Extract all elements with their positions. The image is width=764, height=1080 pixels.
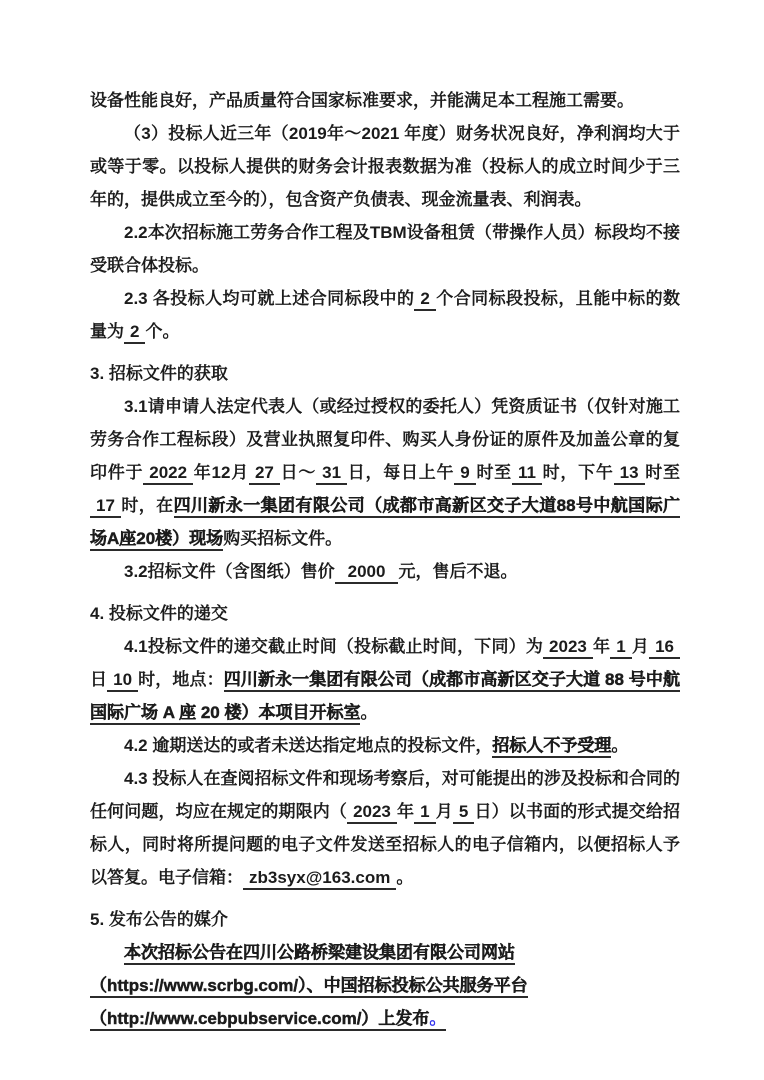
text-run: 时，地点： — [138, 670, 224, 689]
para-2-2-no-consortium — [90, 216, 680, 282]
underlined-text: 31 — [316, 463, 347, 485]
text-run: 日 — [90, 670, 108, 689]
text-run: 月 — [435, 802, 453, 821]
email-link[interactable]: zb3syx@163.com — [243, 868, 396, 890]
underlined-text: 2 — [414, 289, 435, 311]
text-run: 时，下午 — [541, 463, 614, 482]
underlined-text: ）、中国招标投标公共服务平台 — [298, 976, 528, 998]
para-4-3-questions-email — [90, 762, 680, 894]
text-run: 2.2本次招标施工劳务合作工程及TBM设备租赁（带操作人员）标段均不接受联合体投标。 — [90, 223, 680, 275]
para-2-3-section-count — [90, 282, 680, 348]
blue-period: 。 — [429, 1009, 446, 1031]
underlined-text: 2022 — [143, 463, 193, 485]
para-4-1-deadline-location — [90, 630, 680, 729]
heading-4-bid-submission — [90, 597, 680, 630]
underlined-text: 9 — [454, 463, 475, 485]
para-4-2-late-rejection — [90, 729, 680, 762]
underlined-text: 2000 — [335, 562, 399, 584]
text-run: 4.3 投标人在查阅招标文件和现场考察后，对可能提出的涉及投标和合同的任何问题，均应在规定的期限内（ — [90, 769, 680, 821]
underlined-text: 1 — [610, 637, 631, 659]
para-equipment-quality — [90, 84, 680, 117]
text-run: 4.2 逾期送达的或者未送达指定地点的投标文件， — [124, 736, 493, 755]
para-3-1-purchase-details — [90, 390, 680, 555]
heading-3-obtain-documents — [90, 357, 680, 390]
text-run: 日 — [474, 802, 492, 821]
heading-5-announcement-media — [90, 903, 680, 936]
text-run: 。 — [360, 703, 378, 722]
para-5-media-line3 — [90, 1002, 680, 1035]
text-run: 个。 — [145, 322, 180, 341]
underlined-text: ）上发布 — [361, 1009, 429, 1031]
text-run: 3.1请申请人法定代表人（或经过授权的委托人）凭资质证书（仅针对施工劳务合作工程标段）及营业执照复印件、购买人身份证的原件及加盖公章的复印件于 — [90, 397, 680, 482]
underlined-text: 10 — [107, 670, 138, 692]
underlined-text: 招标人不予受理 — [492, 736, 611, 758]
underlined-text: 2023 — [543, 637, 593, 659]
text-run: 时至 — [475, 463, 512, 482]
underlined-text: 13 — [614, 463, 645, 485]
para-item-3-financial — [90, 117, 680, 216]
text-run: ）以书面的形式提交给招标人，同时将所提问题的电子文件发送至招标人的电子信箱内，以便招标人予以答复。电子信箱： — [90, 802, 681, 887]
text-run: （3）投标人近三年（2019年～2021 年度）财务状况良好，净利润均大于或等于零。以投标人提供的财务会计报表数据为准（投标人的成立时间少于三年的，提供成立至今的），包含资产负债表、现金流量表、利润表。 — [90, 124, 680, 209]
text-run: 购买招标文件。 — [223, 529, 343, 548]
underlined-text: 17 — [90, 496, 121, 518]
document-body — [90, 84, 680, 1035]
text-run: 时，在 — [120, 496, 174, 515]
text-run: 。 — [611, 736, 629, 755]
text-run: 日～ — [279, 463, 317, 482]
text-run: 年 — [396, 802, 415, 821]
para-5-media-line2 — [90, 969, 680, 1002]
text-run: 设备性能良好，产品质量符合国家标准要求，并能满足本工程施工需要。 — [90, 91, 634, 110]
text-run: 月 — [631, 637, 650, 656]
text-run: 3.2招标文件（含图纸）售价 — [124, 562, 335, 581]
underlined-text: 2023 — [347, 802, 397, 824]
para-5-media-line1 — [90, 936, 680, 969]
text-run: 个合同标段投标，且能中标的数量为 — [90, 289, 681, 341]
para-3-2-document-price — [90, 555, 680, 588]
text-run: 时至 — [644, 463, 681, 482]
text-run: 4. 投标文件的递交 — [90, 604, 228, 623]
underlined-text: 2 — [124, 322, 145, 344]
text-run: 。 — [396, 868, 414, 887]
text-run: 元，售后不退。 — [398, 562, 518, 581]
underlined-text: （ — [90, 976, 107, 998]
text-run: 3. 招标文件的获取 — [90, 364, 228, 383]
underlined-text: 27 — [249, 463, 280, 485]
text-run: 年12月 — [193, 463, 249, 482]
text-run: 4.1投标文件的递交截止时间（投标截止时间，下同）为 — [124, 637, 544, 656]
underlined-text: 16 — [649, 637, 680, 659]
text-run: 5. 发布公告的媒介 — [90, 910, 228, 929]
text-run: 年 — [592, 637, 611, 656]
underlined-text: 11 — [512, 463, 542, 485]
underlined-text: 四川新永一集团有限公司（成都市高新区交子大道88号中航国际广场A座20楼）现场 — [90, 496, 680, 551]
cebpubservice-url-link[interactable]: http://www.cebpubservice.com/ — [107, 1009, 361, 1031]
text-run: 2.3 各投标人均可就上述合同标段中的 — [124, 289, 415, 308]
text-run: 日，每日上午 — [347, 463, 455, 482]
underlined-text: 5 — [453, 802, 474, 824]
underlined-text: 四川新永一集团有限公司（成都市高新区交子大道 88 号中航国际广场 A 座 20 楼）本项目开标室 — [90, 670, 680, 725]
underlined-text: 1 — [414, 802, 435, 824]
underlined-text: （ — [90, 1009, 107, 1031]
underlined-text: 本次招标公告在四川公路桥梁建设集团有限公司网站 — [124, 943, 515, 965]
scrbg-url-link[interactable]: https://www.scrbg.com/ — [107, 976, 298, 998]
